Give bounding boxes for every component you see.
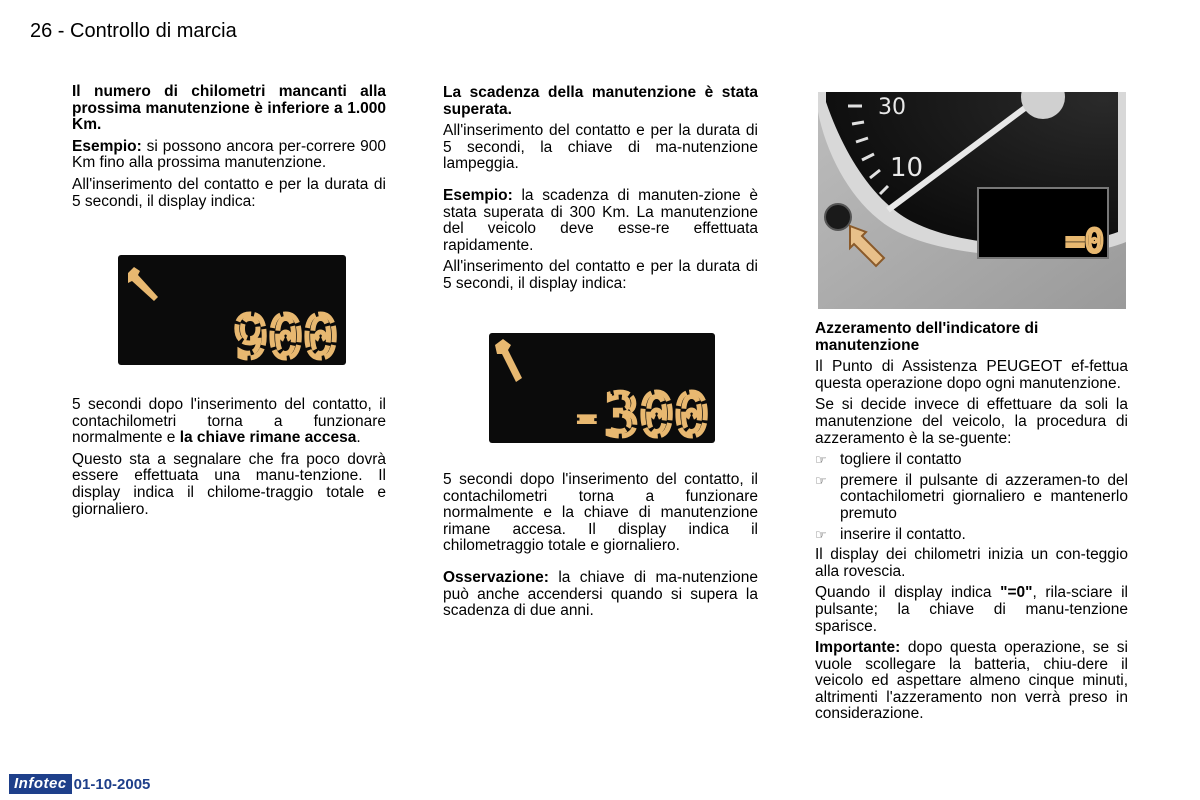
- lcd-display-900: [118, 255, 346, 365]
- list-item-text: premere il pulsante di azzeramen-to del contachilometri giornaliero e mantenerlo premuto: [840, 471, 1128, 522]
- important-paragraph: [815, 640, 1128, 723]
- paragraph: All'inserimento del contatto e per la durata di 5 secondi, la chiave di ma-nutenzione lampeggia.: [443, 122, 758, 173]
- paragraph: [815, 585, 1128, 635]
- pointing-hand-icon: ☞: [815, 472, 827, 488]
- text: .: [356, 429, 361, 447]
- paragraph: Il display dei chilometri inizia un con-teggio alla rovescia.: [815, 546, 1128, 580]
- section-heading: Il numero di chilometri mancanti alla prossima manutenzione è inferiore a 1.000 Km.: [72, 83, 386, 134]
- section-heading: Azzeramento dell'indicatore di manutenzione: [815, 320, 1039, 354]
- important-text: dopo questa operazione, se si vuole scollegare la batteria, chiu-dere il veicolo ed aspettare almeno cinque minuti, altrimenti l'azzeramento non verrà preso in considerazione.: [815, 639, 1128, 723]
- footer: [9, 774, 150, 794]
- paragraph: Il Punto di Assistenza PEUGEOT ef-fettua questa operazione dopo ogni manutenzione.: [815, 358, 1128, 392]
- pointing-hand-icon: ☞: [815, 526, 827, 542]
- lcd-value: -300: [569, 381, 709, 443]
- wrench-icon: [128, 267, 158, 301]
- example-label: Esempio:: [72, 137, 142, 155]
- note-paragraph: [443, 570, 758, 620]
- text: , rila-sciare il pulsante; la chiave di manu-tenzione sparisce.: [815, 584, 1128, 635]
- column-2: [443, 85, 758, 298]
- infotec-logo: Infotec: [9, 774, 72, 794]
- dashboard-photo: [818, 92, 1126, 309]
- list-item-text: togliere il contatto: [840, 451, 962, 469]
- column-2-lower: [443, 472, 758, 625]
- lcd-display-minus-300: [489, 333, 715, 443]
- example-text: la scadenza di manuten-zione è stata superata di 300 Km. La manutenzione del veicolo deve esse-re effettuata rapidamente.: [443, 186, 758, 254]
- page-title: 26 - Controllo di marcia: [30, 20, 237, 42]
- paragraph: Questo sta a segnalare che fra poco dovrà essere effettuata una manu-tenzione. Il display indica il chilome-traggio totale e giornaliero.: [72, 450, 386, 518]
- lcd-value: 900: [233, 303, 338, 365]
- footer-date: 01-10-2005: [73, 775, 151, 793]
- list-item-text: inserire il contatto.: [840, 525, 966, 543]
- list-item: [815, 527, 1128, 544]
- dial-label-10: 10: [890, 153, 924, 183]
- reset-button[interactable]: [825, 204, 851, 230]
- column-1-lower: [72, 397, 386, 523]
- paragraph: [72, 397, 386, 447]
- example-paragraph: [72, 139, 386, 172]
- example-label: Esempio:: [443, 186, 513, 204]
- column-3: [815, 321, 1128, 728]
- note-text: la chiave di ma-nutenzione può anche accendersi quando si supera la scadenza di due anni.: [443, 568, 758, 620]
- note-label: Osservazione:: [443, 568, 549, 586]
- wrench-icon: [495, 339, 522, 382]
- important-label: Importante:: [815, 639, 901, 657]
- bold-text: "=0": [1000, 584, 1033, 602]
- paragraph: All'inserimento del contatto e per la durata di 5 secondi, il display indica:: [72, 175, 386, 210]
- paragraph: 5 secondi dopo l'inserimento del contatto, il contachilometri torna a funzionare normalmente e la chiave di manutenzione rimane accesa. Il display indica il chilometraggio totale e giornaliero.: [443, 471, 758, 555]
- trip-display-value: =0: [1065, 222, 1104, 260]
- list-item: [815, 473, 1128, 523]
- section-heading: La scadenza della manutenzione è stata superata.: [443, 84, 758, 118]
- dial-label-30: 30: [878, 95, 906, 120]
- paragraph: Se si decide invece di effettuare da soli la manutenzione del veicolo, la procedura di azzeramento è la se-guente:: [815, 396, 1128, 447]
- bold-text: la chiave rimane accesa: [179, 429, 357, 447]
- paragraph: All'inserimento del contatto e per la durata di 5 secondi, il display indica:: [443, 258, 758, 292]
- text: Quando il display indica: [815, 584, 1001, 602]
- pointing-hand-icon: ☞: [815, 452, 827, 468]
- list-item: [815, 452, 1128, 469]
- example-text: si possono ancora per-correre 900 Km fino alla prossima manutenzione.: [72, 137, 386, 172]
- column-1: [72, 84, 386, 215]
- text: 5 secondi dopo l'inserimento del contatto, il contachilometri torna a funzionare normalmente e: [72, 396, 386, 447]
- example-paragraph: [443, 188, 758, 254]
